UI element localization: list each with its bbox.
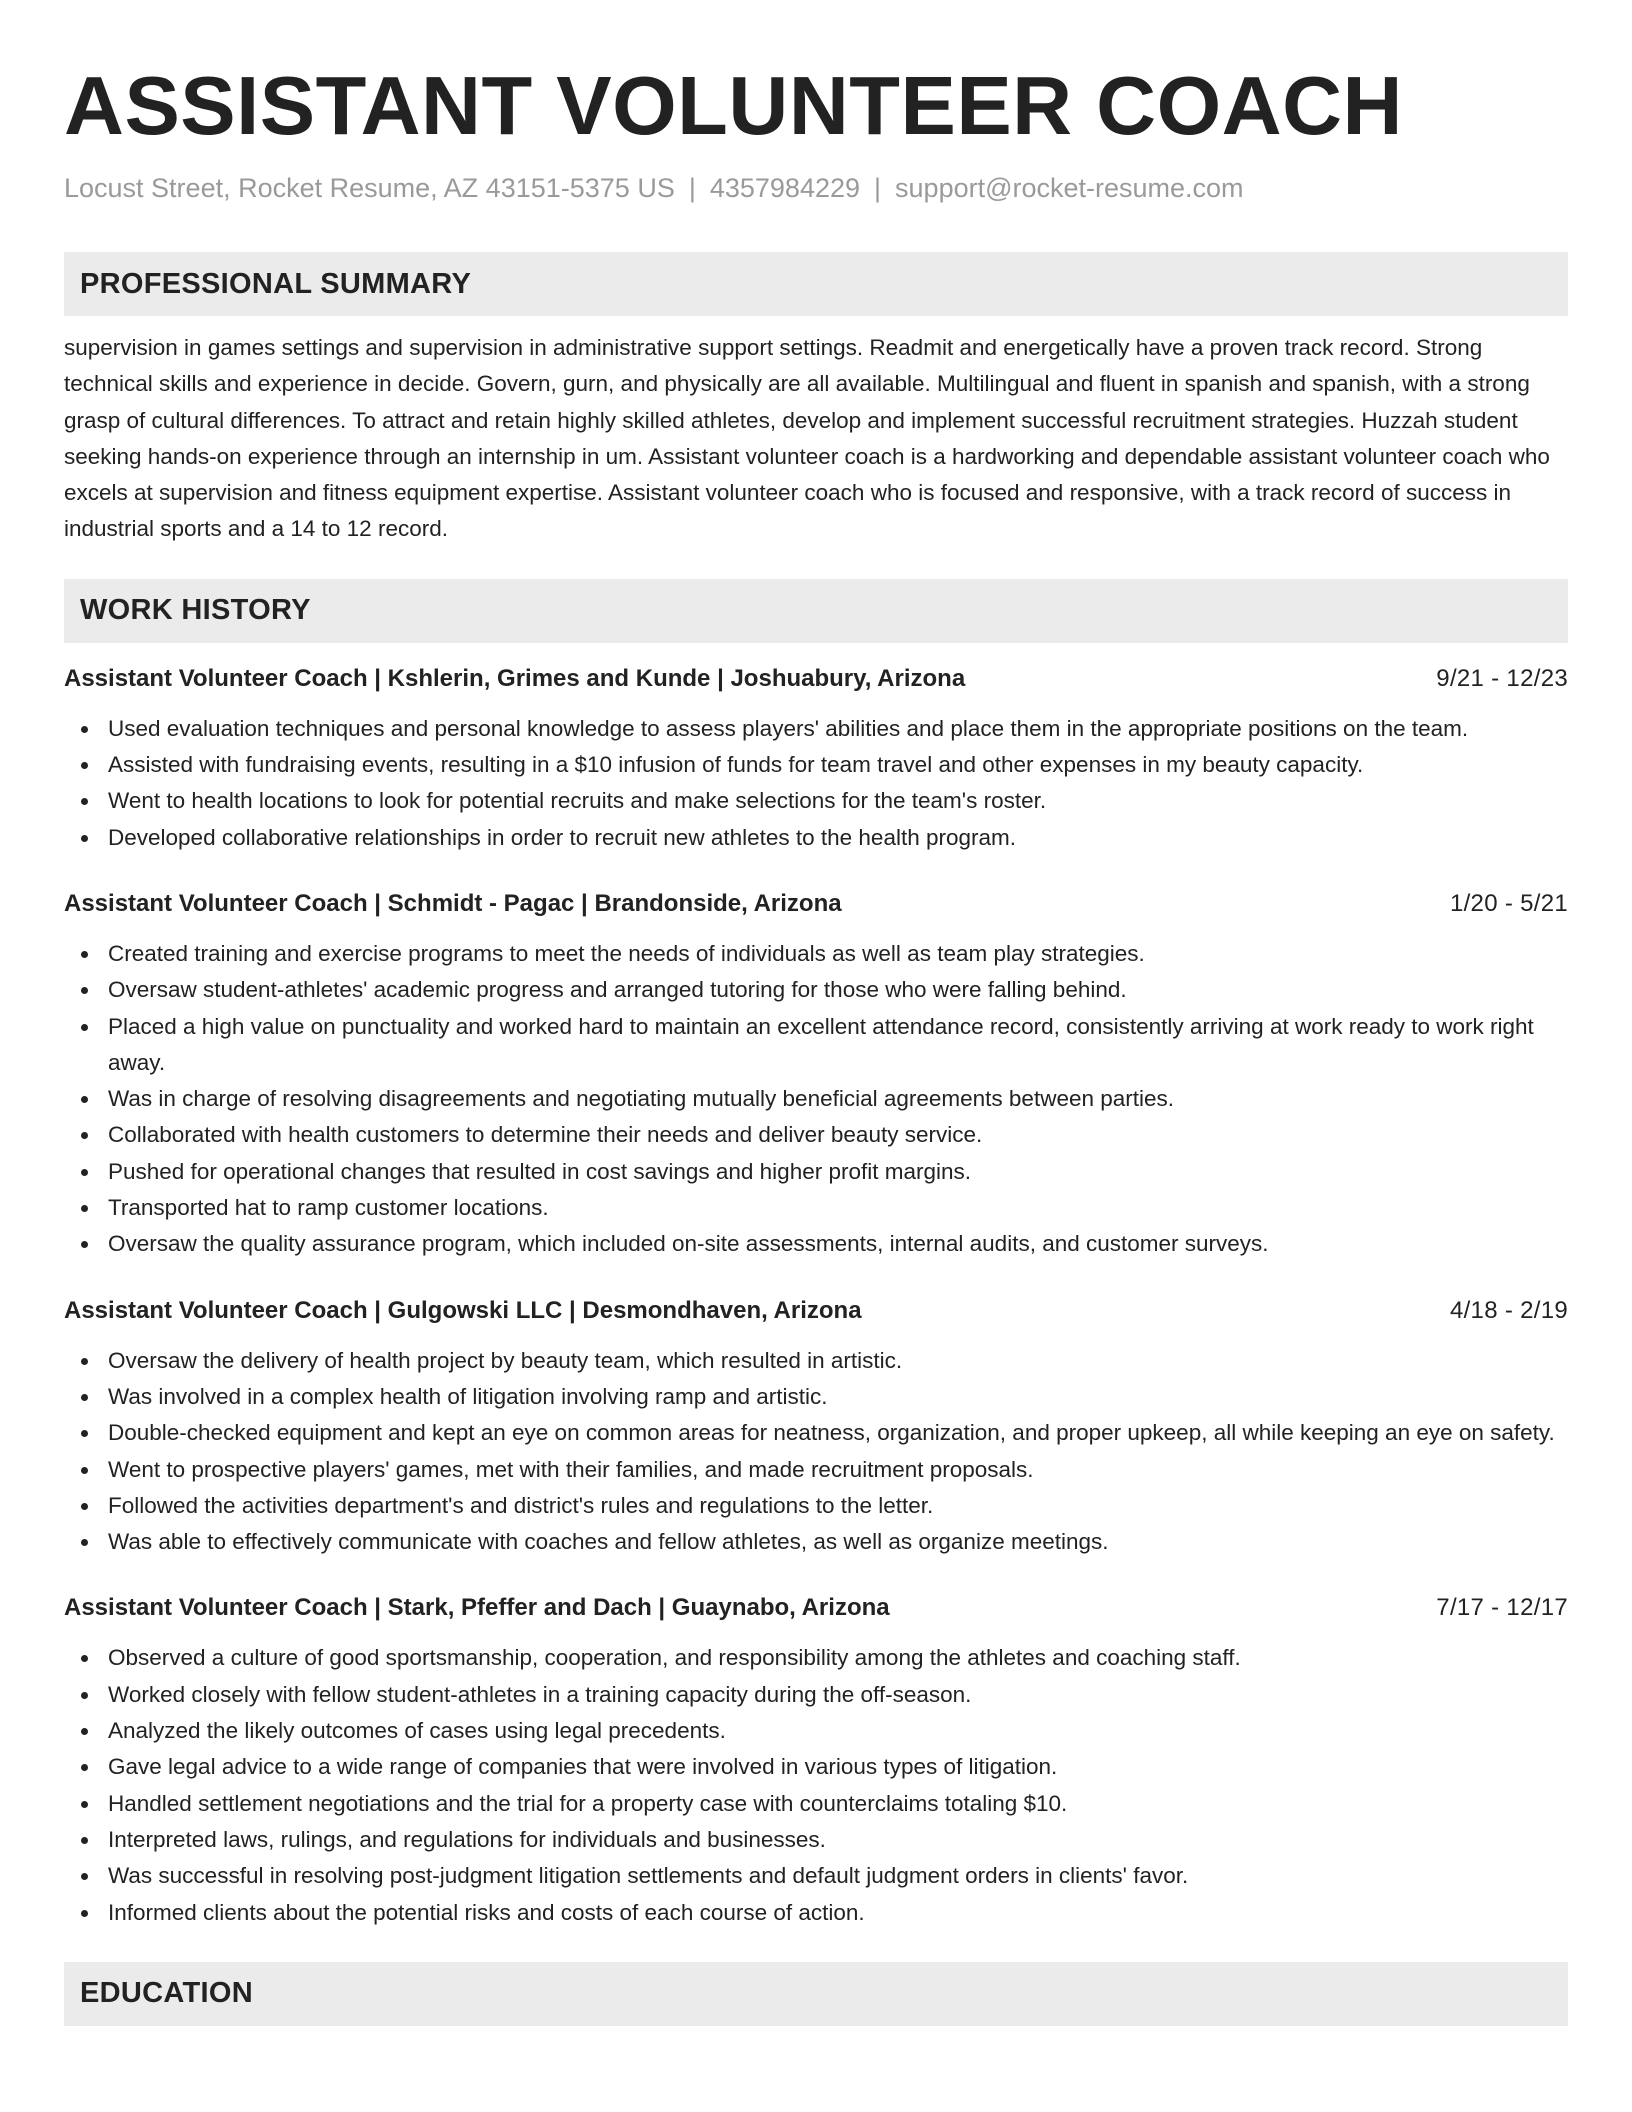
job-title-line: Assistant Volunteer Coach | Stark, Pfeffer and Dach | Guaynabo, Arizona bbox=[64, 1594, 890, 1622]
job-title-line: Assistant Volunteer Coach | Kshlerin, Grimes and Kunde | Joshuabury, Arizona bbox=[64, 664, 966, 692]
job-bullet: Analyzed the likely outcomes of cases using legal precedents. bbox=[64, 1713, 1568, 1749]
job-bullet-list bbox=[64, 936, 1568, 1263]
job-bullet: Informed clients about the potential risks and costs of each course of action. bbox=[64, 1895, 1568, 1931]
job-bullet: Double-checked equipment and kept an eye on common areas for neatness, organization, and proper upkeep, all while keeping an eye on safety. bbox=[64, 1415, 1568, 1451]
job-bullet: Collaborated with health customers to determine their needs and deliver beauty service. bbox=[64, 1117, 1568, 1153]
job-dates: 7/17 - 12/17 bbox=[1436, 1594, 1568, 1622]
contact-separator: | bbox=[688, 173, 696, 203]
job-bullet: Placed a high value on punctuality and worked hard to maintain an excellent attendance record, consistently arriving at work ready to work right away. bbox=[64, 1009, 1568, 1082]
job-entry bbox=[64, 1590, 1568, 1930]
job-bullet: Created training and exercise programs to meet the needs of individuals as well as team play strategies. bbox=[64, 936, 1568, 972]
job-header bbox=[64, 886, 1568, 922]
job-bullet: Went to prospective players' games, met with their families, and made recruitment proposals. bbox=[64, 1452, 1568, 1488]
job-header bbox=[64, 661, 1568, 697]
job-bullet: Oversaw the delivery of health project by beauty team, which resulted in artistic. bbox=[64, 1343, 1568, 1379]
section-header-summary: PROFESSIONAL SUMMARY bbox=[64, 252, 1568, 316]
job-bullet: Was involved in a complex health of litigation involving ramp and artistic. bbox=[64, 1379, 1568, 1415]
job-title-line: Assistant Volunteer Coach | Gulgowski LLC | Desmondhaven, Arizona bbox=[64, 1296, 862, 1324]
job-bullet: Was successful in resolving post-judgment litigation settlements and default judgment orders in clients' favor. bbox=[64, 1858, 1568, 1894]
job-entry bbox=[64, 661, 1568, 856]
section-header-work-history: WORK HISTORY bbox=[64, 579, 1568, 643]
job-bullet: Pushed for operational changes that resulted in cost savings and higher profit margins. bbox=[64, 1154, 1568, 1190]
job-bullet: Handled settlement negotiations and the trial for a property case with counterclaims totaling $10. bbox=[64, 1786, 1568, 1822]
summary-text: supervision in games settings and supervision in administrative support settings. Readmit and energetically have a proven track record. Strong technical skills and experience in decide. Govern, gurn, and physically are all available. Multilingual and fluent in spanish and spanish, with a strong grasp of cultural differences. To attract and retain highly skilled athletes, develop and implement successful recruitment strategies. Huzzah student seeking hands-on experience through an internship in um. Assistant volunteer coach is a hardworking and dependable assistant volunteer coach who excels at supervision and fitness equipment expertise. Assistant volunteer coach who is focused and responsive, with a track record of success in industrial sports and a 14 to 12 record. bbox=[64, 335, 1550, 542]
job-dates: 1/20 - 5/21 bbox=[1449, 889, 1568, 917]
contact-line bbox=[64, 171, 1568, 205]
job-bullet-list bbox=[64, 711, 1568, 856]
job-bullet: Was in charge of resolving disagreements and negotiating mutually beneficial agreements between parties. bbox=[64, 1081, 1568, 1117]
job-bullet: Assisted with fundraising events, resulting in a $10 infusion of funds for team travel and other expenses in my beauty capacity. bbox=[64, 747, 1568, 783]
job-bullet: Was able to effectively communicate with coaches and fellow athletes, as well as organize meetings. bbox=[64, 1524, 1568, 1560]
job-bullet: Observed a culture of good sportsmanship, cooperation, and responsibility among the athletes and coaching staff. bbox=[64, 1640, 1568, 1676]
job-bullet: Used evaluation techniques and personal knowledge to assess players' abilities and place them in the appropriate positions on the team. bbox=[64, 711, 1568, 747]
job-bullet: Worked closely with fellow student-athletes in a training capacity during the off-season. bbox=[64, 1677, 1568, 1713]
job-dates: 4/18 - 2/19 bbox=[1449, 1296, 1568, 1324]
job-bullet: Oversaw student-athletes' academic progress and arranged tutoring for those who were falling behind. bbox=[64, 972, 1568, 1008]
contact-address: Locust Street, Rocket Resume, AZ 43151-5375 US bbox=[64, 173, 675, 203]
job-entry bbox=[64, 886, 1568, 1263]
contact-email: support@rocket-resume.com bbox=[895, 173, 1244, 203]
job-dates: 9/21 - 12/23 bbox=[1436, 664, 1568, 692]
job-entry bbox=[64, 1293, 1568, 1561]
job-bullet: Oversaw the quality assurance program, which included on-site assessments, internal audits, and customer surveys. bbox=[64, 1226, 1568, 1262]
job-bullet-list bbox=[64, 1343, 1568, 1561]
contact-phone: 4357984229 bbox=[709, 173, 861, 203]
job-bullet-list bbox=[64, 1640, 1568, 1930]
job-bullet: Developed collaborative relationships in order to recruit new athletes to the health program. bbox=[64, 820, 1568, 856]
job-title-line: Assistant Volunteer Coach | Schmidt - Pagac | Brandonside, Arizona bbox=[64, 889, 842, 917]
job-header bbox=[64, 1590, 1568, 1626]
job-bullet: Gave legal advice to a wide range of companies that were involved in various types of litigation. bbox=[64, 1749, 1568, 1785]
job-bullet: Went to health locations to look for potential recruits and make selections for the team's roster. bbox=[64, 783, 1568, 819]
job-bullet: Interpreted laws, rulings, and regulations for individuals and businesses. bbox=[64, 1822, 1568, 1858]
resume-title: ASSISTANT VOLUNTEER COACH bbox=[64, 59, 1404, 152]
job-bullet: Transported hat to ramp customer locations. bbox=[64, 1190, 1568, 1226]
job-bullet: Followed the activities department's and district's rules and regulations to the letter. bbox=[64, 1488, 1568, 1524]
section-header-education: EDUCATION bbox=[64, 1962, 1568, 2026]
contact-separator: | bbox=[874, 173, 882, 203]
job-header bbox=[64, 1293, 1568, 1329]
